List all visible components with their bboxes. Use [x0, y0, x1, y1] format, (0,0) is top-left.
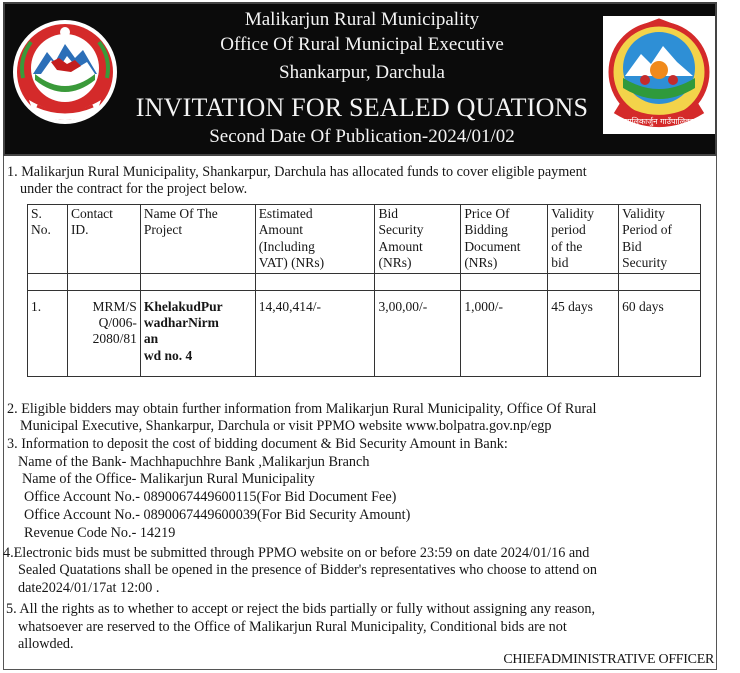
table-row: [28, 290, 701, 376]
publication-date: Second Date Of Publication-2024/01/02: [209, 126, 515, 147]
cell-bid-validity: 45 days: [548, 290, 619, 376]
header-municipality-name: Malikarjun Rural Municipality: [244, 9, 480, 30]
seal-text: मालिकार्जुन गाउँपालिका: [624, 117, 694, 126]
revenue-code: Revenue Code No.- 14219: [24, 525, 176, 541]
cell-sno: 1.: [28, 290, 68, 376]
header-office-name: Office Of Rural Municipal Executive: [220, 34, 504, 55]
header-contact-id: Contact ID.: [67, 205, 140, 274]
office-name: Name of the Office- Malikarjun Rural Municipality: [22, 471, 315, 487]
header-project-name: Name Of The Project: [140, 205, 255, 274]
header-banner: [3, 2, 717, 156]
cell-security-validity: 60 days: [619, 290, 701, 376]
cell-contact-id: MRM/S Q/006- 2080/81: [67, 290, 140, 376]
table-header-row: [28, 205, 701, 274]
header-location: Shankarpur, Darchula: [279, 62, 445, 83]
header-estimated-amount: Estimated Amount (Including VAT) (NRs): [255, 205, 375, 274]
tender-table: [27, 204, 701, 377]
notice-title: INVITATION FOR SEALED QUATIONS: [135, 93, 589, 122]
account-bid-security: Office Account No.- 0890067449600039(For Bid Security Amount): [24, 507, 411, 523]
para5-line3: allowded.: [18, 636, 74, 652]
bank-name: Name of the Bank- Machhapuchhre Bank ,Malikarjun Branch: [18, 454, 370, 470]
para3-line1: 3. Information to deposit the cost of bidding document & Bid Security Amount in Bank:: [7, 436, 508, 452]
cell-estimated-amount: 14,40,414/-: [255, 290, 375, 376]
para5-line2: whatsoever are reserved to the Office of Malikarjun Rural Municipality, Conditional bids are not: [18, 619, 567, 635]
header-document-price: Price Of Bidding Document (NRs): [461, 205, 548, 274]
cell-project-name: KhelakudPur wadharNirm an wd no. 4: [140, 290, 255, 376]
para4-line2: Sealed Quatations shall be opened in the presence of Bidder's representatives who choose to attend on: [18, 562, 597, 578]
para4-line1: 4.Electronic bids must be submitted through PPMO website on or before 23:59 on date 2024/01/16 and: [3, 545, 590, 561]
header-bid-validity: Validity period of the bid: [548, 205, 619, 274]
para2-line2: Municipal Executive, Shankarpur, Darchula or visit PPMO website www.bolpatra.gov.np/egp: [20, 418, 552, 434]
cell-document-price: 1,000/-: [461, 290, 548, 376]
header-sno: S. No.: [28, 205, 68, 274]
table-spacer-row: [28, 273, 701, 290]
para1-line1: 1. Malikarjun Rural Municipality, Shankarpur, Darchula has allocated funds to cover eligible payment: [7, 164, 587, 180]
account-document-fee: Office Account No.- 0890067449600115(For Bid Document Fee): [24, 489, 397, 505]
signature-title: CHIEFADMINISTRATIVE OFFICER: [503, 652, 714, 667]
para2-line1: 2. Eligible bidders may obtain further information from Malikarjun Rural Municipality, Office Of Rural: [7, 401, 597, 417]
header-bid-security: Bid Security Amount (NRs): [375, 205, 461, 274]
municipality-seal-icon: [603, 16, 715, 134]
header-security-validity: Validity Period of Bid Security: [619, 205, 701, 274]
para4-line3: date2024/01/17at 12:00 .: [18, 580, 160, 596]
para1-line2: under the contract for the project below.: [20, 181, 248, 197]
cell-bid-security: 3,00,00/-: [375, 290, 461, 376]
para5-line1: 5. All the rights as to whether to accept or reject the bids partially or fully without assigning any reason,: [6, 601, 596, 617]
